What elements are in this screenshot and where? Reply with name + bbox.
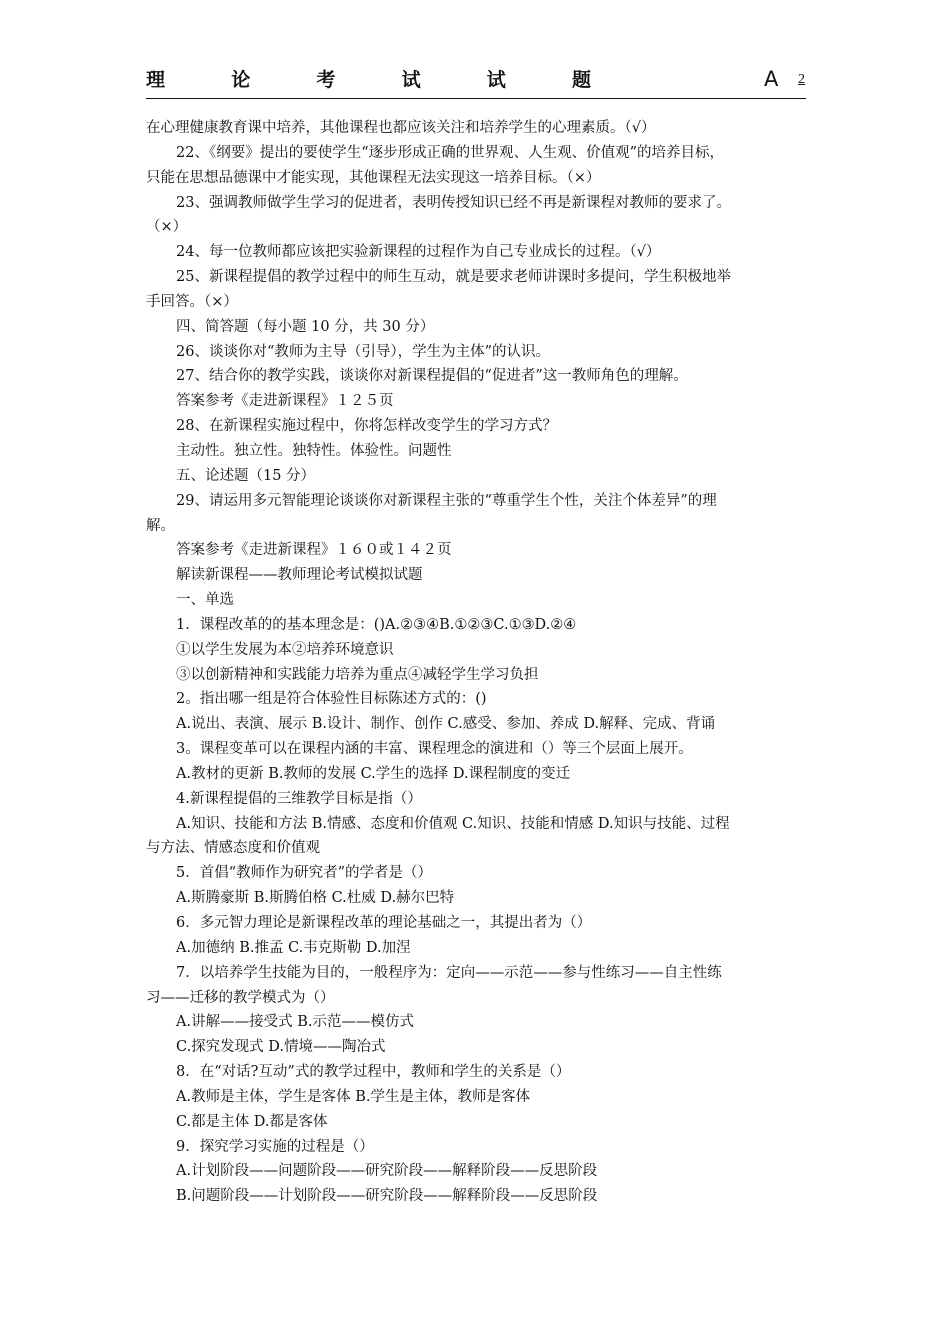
header-title-char: 理 xyxy=(146,69,166,91)
text-line: C.探究发现式 D.情境——陶冶式 xyxy=(176,1039,386,1056)
text-line: B.问题阶段——计划阶段——研究阶段——解释阶段——反思阶段 xyxy=(176,1188,598,1205)
text-line: 五、论述题（15 分） xyxy=(176,467,316,484)
text-line: 只能在思想品德课中才能实现，其他课程无法实现这一培养目标。（×） xyxy=(146,169,601,186)
text-line: 1．课程改革的的基本理念是：()A.②③④B.①②③C.①③D.②④ xyxy=(176,616,577,633)
text-line: 答案参考《走进新课程》１６０或１４２页 xyxy=(176,542,452,559)
header-divider xyxy=(146,98,806,99)
text-line: 24、每一位教师都应该把实验新课程的过程作为自己专业成长的过程。（√） xyxy=(176,244,661,261)
page-header xyxy=(146,66,806,96)
text-line: 2。指出哪一组是符合体验性目标陈述方式的：() xyxy=(176,691,487,708)
text-line: C.都是主体 D.都是客体 xyxy=(176,1113,328,1130)
text-line: 解。 xyxy=(146,517,175,534)
text-line: 答案参考《走进新课程》１２５页 xyxy=(176,393,394,410)
text-line: 25、新课程提倡的教学过程中的师生互动，就是要求老师讲课时多提问，学生积极地举 xyxy=(176,269,731,286)
header-title-char: 论 xyxy=(231,69,251,91)
text-line: A.计划阶段——问题阶段——研究阶段——解释阶段——反思阶段 xyxy=(176,1163,598,1180)
text-line: 5．首倡“教师作为研究者”的学者是（） xyxy=(176,865,433,882)
text-line: 26、谈谈你对“教师为主导（引导），学生为主体”的认识。 xyxy=(176,343,551,360)
text-line: A.知识、技能和方法 B.情感、态度和价值观 C.知识、技能和情感 D.知识与技能、过程 xyxy=(176,815,730,832)
header-title-char: 题 xyxy=(571,69,591,91)
text-line: 22、《纲要》提出的要使学生“逐步形成正确的世界观、人生观、价值观”的培养目标， xyxy=(176,144,725,161)
text-line: 3。课程变革可以在课程内涵的丰富、课程理念的演进和（）等三个层面上展开。 xyxy=(176,741,693,758)
header-title-char: 试 xyxy=(401,69,421,91)
text-line: 手回答。（×） xyxy=(146,293,238,310)
text-line: 9．探究学习实施的过程是（） xyxy=(176,1138,374,1155)
text-line: A.说出、表演、展示 B.设计、制作、创作 C.感受、参加、养成 D.解释、完成、背诵 xyxy=(176,716,716,733)
text-line: A.斯腾豪斯 B.斯腾伯格 C.杜威 D.赫尔巴特 xyxy=(176,890,455,907)
text-line: 习——迁移的教学模式为（） xyxy=(146,989,335,1006)
header-version-letter: A xyxy=(764,67,779,91)
text-line: A.教材的更新 B.教师的发展 C.学生的选择 D.课程制度的变迁 xyxy=(176,765,571,782)
text-line: A.讲解——接受式 B.示范——模仿式 xyxy=(176,1014,414,1031)
text-line: 29、请运用多元智能理论谈谈你对新课程主张的“尊重学生个性，关注个体差异”的理 xyxy=(176,492,717,509)
text-line: 7．以培养学生技能为目的，一般程序为：定向——示范——参与性练习——自主性练 xyxy=(176,964,722,981)
text-line: 一、单选 xyxy=(176,592,234,609)
text-line: 在心理健康教育课中培养，其他课程也都应该关注和培养学生的心理素质。（√） xyxy=(146,120,656,136)
text-line: A.教师是主体，学生是客体 B.学生是主体，教师是客体 xyxy=(176,1088,530,1105)
text-line: 四、简答题（每小题 10 分，共 30 分） xyxy=(176,318,435,335)
page-number: 2 xyxy=(798,72,805,87)
header-title xyxy=(146,66,591,94)
document-body xyxy=(146,116,808,1209)
text-line: （×） xyxy=(146,219,188,236)
header-title-char: 试 xyxy=(486,69,506,91)
text-line: 6．多元智力理论是新课程改革的理论基础之一，其提出者为（） xyxy=(176,915,592,931)
text-line: 27、结合你的教学实践，谈谈你对新课程提倡的“促进者”这一教师角色的理解。 xyxy=(176,368,688,385)
header-title-char: 考 xyxy=(316,69,336,91)
text-line: 28、在新课程实施过程中，你将怎样改变学生的学习方式？ xyxy=(176,418,557,435)
text-line: 4.新课程提倡的三维教学目标是指（） xyxy=(176,790,422,807)
text-line: ③以创新精神和实践能力培养为重点④减轻学生学习负担 xyxy=(176,666,539,683)
text-line: ①以学生发展为本②培养环境意识 xyxy=(176,641,394,658)
text-line: 与方法、情感态度和价值观 xyxy=(146,840,320,857)
text-line: 23、强调教师做学生学习的促进者，表明传授知识已经不再是新课程对教师的要求了。 xyxy=(176,194,731,211)
text-line: 8．在“对话?互动”式的教学过程中，教师和学生的关系是（） xyxy=(176,1064,571,1081)
text-line: A.加德纳 B.推孟 C.韦克斯勒 D.加涅 xyxy=(176,939,411,956)
text-line: 解读新课程——教师理论考试模拟试题 xyxy=(176,567,423,584)
text-line: 主动性。独立性。独特性。体验性。问题性 xyxy=(176,442,452,459)
